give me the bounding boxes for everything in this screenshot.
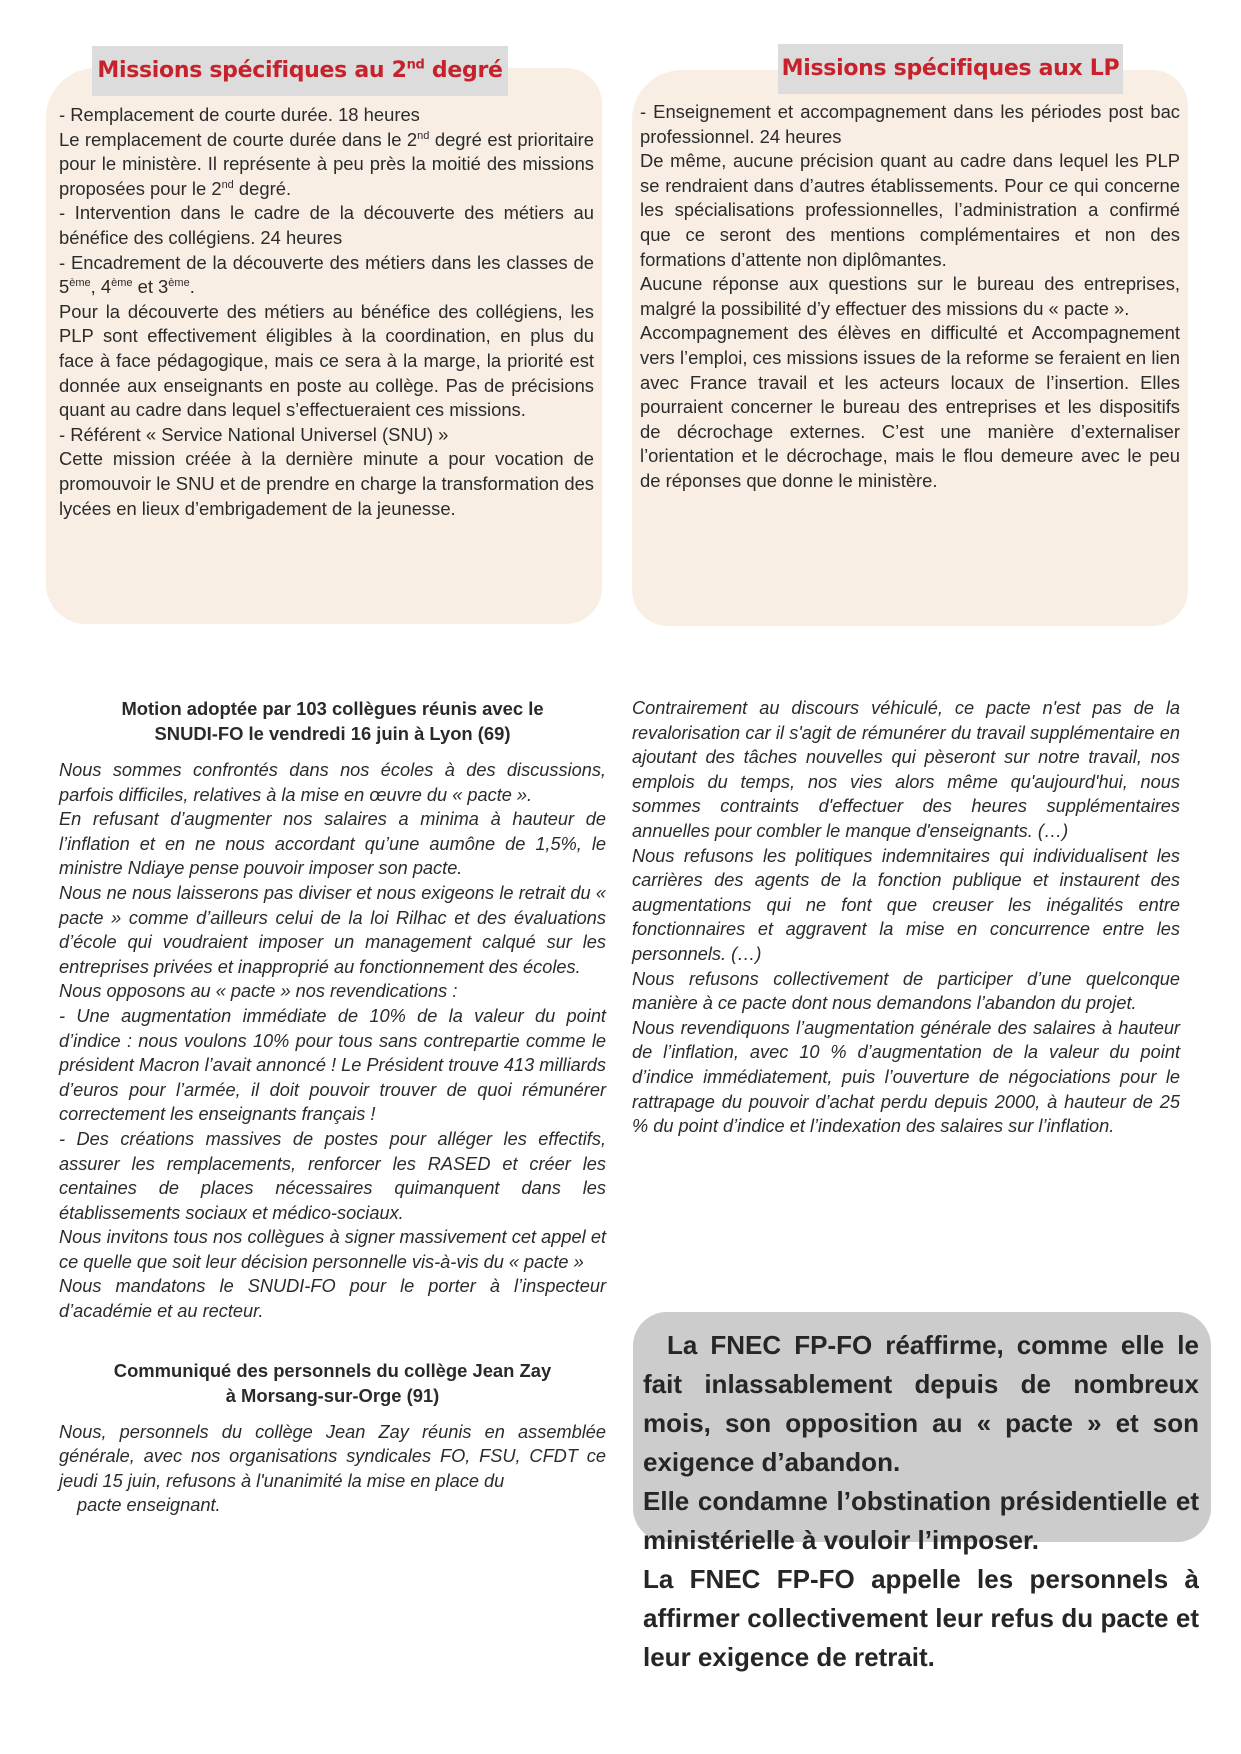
communique-continued-paragraph: Contrairement au discours véhiculé, ce pacte n'est pas de la revalorisation car il s'agit de rémunérer du travail supplémentaire en ajoutant des tâches nouvelles qui pèseront sur notre travail, nos emplois du temps, nos vies alors même qu'aujourd'hui, nous sommes contraints d'effectuer des heures supplémentaires annuelles pour combler le manque d'enseignants. (…) [632, 698, 1180, 841]
communique-paragraph-end: pacte enseignant. [77, 1495, 221, 1516]
mission-description: Aucune réponse aux questions sur le bureau des entreprises, malgré la possibilité d’y effectuer des missions du « pacte ». [640, 273, 1180, 319]
fnec-conclusion-box [633, 1312, 1211, 1672]
communique-continued-paragraph: Nous revendiquons l’augmentation générale des salaires à hauteur de l’inflation, avec 10 % d’augmentation de la valeur du point d’indice immédiatement, puis l’ouverture de négociations pour le rattrapage du pouvoir d’achat perdu depuis 2000, à hauteur de 25 % du point d’indice et l’indexation des salaires sur l’inflation. [632, 1017, 1180, 1137]
motion-paragraph: - Des créations massives de postes pour alléger les effectifs, assurer les remplacements, renforcer les RASED et créer les centaines de places nécessaires quimanquent dans les établissements sociaux et médico-sociaux. [59, 1128, 606, 1223]
mission-item: - Enseignement et accompagnement dans les périodes post bac professionnel. 24 heures [640, 101, 1180, 147]
text-segment: Le remplacement de courte durée dans le 2 [59, 128, 418, 150]
communique-heading [59, 1358, 606, 1408]
mission-description: De même, aucune précision quant au cadre dans lequel les PLP se rendraient dans d’autres établissements. Pour ce qui concerne les spécialisations professionnelles, l’administration a confirmé que ce seront des mentions complémentaires et non des formations d’attente non diplômantes. [640, 150, 1180, 270]
heading-line: Communiqué des personnels du collège Jean Zay [113, 1359, 552, 1381]
conclusion-paragraph: La FNEC FP-FO réaffirme, comme elle le fait inlassablement depuis de nombreux mois, son opposition au « pacte » et son exigence d’abandon. [643, 1330, 1199, 1477]
superscript: ème [69, 277, 91, 290]
missions-lp-title: Missions spécifiques aux LP [778, 44, 1123, 94]
motion-paragraph: Nous invitons tous nos collègues à signer massivement cet appel et ce quelle que soit leur décision personnelle vis-à-vis du « pacte » [59, 1227, 606, 1272]
mission-description: Accompagnement des élèves en difficulté et Accompagnement vers l’emploi, ces missions issues de la reforme se feraient en lien avec France travail et les acteurs locaux de l’insertion. Elles pourraient concerner le bureau des entreprises et les dispositifs de décrochage externes. C’est une manière d’externaliser l’orientation et le décrochage, mais le flou demeure avec le peu de réponses que donne le ministère. [640, 322, 1180, 491]
conclusion-paragraph: La FNEC FP-FO appelle les personnels à affirmer collectivement leur refus du pacte et leur exigence de retrait. [643, 1564, 1199, 1672]
text-segment: degré est prioritaire pour le ministère. Il représente à peu près la moitié des missions proposées pour le 2 [59, 128, 594, 199]
heading-line: Motion adoptée par 103 collègues réunis avec le [121, 698, 544, 719]
mission-item: - Remplacement de courte durée. 18 heures [59, 104, 420, 125]
missions-2nd-degre-text [59, 103, 594, 521]
text-segment: degré. [233, 177, 292, 199]
text-segment: - Encadrement de la découverte des métiers dans les classes de 5 [59, 251, 594, 298]
motion-paragraph: - Une augmentation immédiate de 10% de la valeur du point d’indice : nous voulons 10% pour tous sans contrepartie comme le président Macron l’avait annoncé ! Le Président trouve 413 milliards d’euros pour l’armée, il doit pouvoir trouver de quoi rémunérer correctement les enseignants français ! [59, 1005, 606, 1125]
right-column [632, 696, 1180, 1139]
text-segment: , 4 [90, 276, 112, 298]
superscript: nd [221, 178, 234, 191]
motion-paragraph: En refusant d’augmenter nos salaires a minima à hauteur de l’inflation et en ne nous accordant qu’une aumône de 1,5%, le ministre Ndiaye pense pouvoir imposer son pacte. [59, 809, 606, 879]
communique-continued-paragraph: Nous refusons collectivement de participer d’une quelconque manière à ce pacte dont nous demandons l’abandon du projet. [632, 968, 1180, 1014]
mission-item [59, 251, 594, 300]
superscript: ème [168, 277, 190, 290]
text-segment: et 3 [132, 276, 169, 298]
communique-continued-paragraph: Nous refusons les politiques indemnitaires qui individualisent les carrières des agents de la fonction publique et instaurent des augmentations qui ne font que creuser les inégalités entre fonctionnaires et aggravent la mise en concurrence entre les personnels. (…) [632, 845, 1180, 964]
mission-item: - Référent « Service National Universel (SNU) » [59, 423, 449, 445]
title-superscript: nd [406, 57, 425, 73]
mission-description [59, 128, 594, 202]
spacer [59, 1324, 606, 1358]
motion-paragraph: Nous sommes confrontés dans nos écoles à des discussions, parfois difficiles, relatives à la mise en œuvre du « pacte ». [59, 760, 606, 805]
heading-line: à Morsang-sur-Orge (91) [225, 1384, 440, 1406]
title-text: Missions spécifiques au 2 [97, 58, 407, 83]
motion-paragraph: Nous ne nous laisserons pas diviser et nous exigeons le retrait du « pacte » comme d’ailleurs celui de la loi Rilhac et des évaluations d’école qui voudraient imposer un management calqué sur les entreprises privées et inapproprié au fonctionnement des écoles. [59, 882, 606, 977]
heading-line: SNUDI-FO le vendredi 16 juin à Lyon (69) [154, 723, 511, 744]
conclusion-paragraph: Elle condamne l’obstination présidentielle et ministérielle à vouloir l’imposer. [643, 1486, 1199, 1555]
missions-2nd-degre-title [92, 46, 508, 96]
mission-item: - Intervention dans le cadre de la découverte des métiers au bénéfice des collégiens. 24 heures [59, 202, 594, 248]
left-column [59, 696, 606, 1518]
motion-paragraph: Nous mandatons le SNUDI-FO pour le porter à l’inspecteur d’académie et au recteur. [59, 1276, 606, 1322]
missions-lp-text [640, 100, 1180, 494]
superscript: ème [111, 277, 133, 290]
motion-heading [59, 696, 606, 746]
motion-paragraph: Nous opposons au « pacte » nos revendications : [59, 981, 458, 1002]
superscript: nd [417, 129, 430, 142]
title-text-end: degré [424, 58, 503, 83]
text-segment: . [189, 276, 195, 298]
communique-paragraph: Nous, personnels du collège Jean Zay réunis en assemblée générale, avec nos organisations syndicales FO, FSU, CFDT ce jeudi 15 juin, refusons à l'unanimité la mise en place du [59, 1421, 606, 1491]
mission-description: Pour la découverte des métiers au bénéfice des collégiens, les PLP sont effectivement éligibles à la coordination, en plus du face à face pédagogique, mais ce sera à la marge, la priorité est donnée aux enseignants en poste au collège. Pas de précisions quant au cadre dans lequel s’effectueraient ces missions. [59, 300, 594, 421]
mission-description: Cette mission créée à la dernière minute a pour vocation de promouvoir le SNU et de prendre en charge la transformation des lycées en lieux d’embrigadement de la jeunesse. [59, 448, 594, 519]
